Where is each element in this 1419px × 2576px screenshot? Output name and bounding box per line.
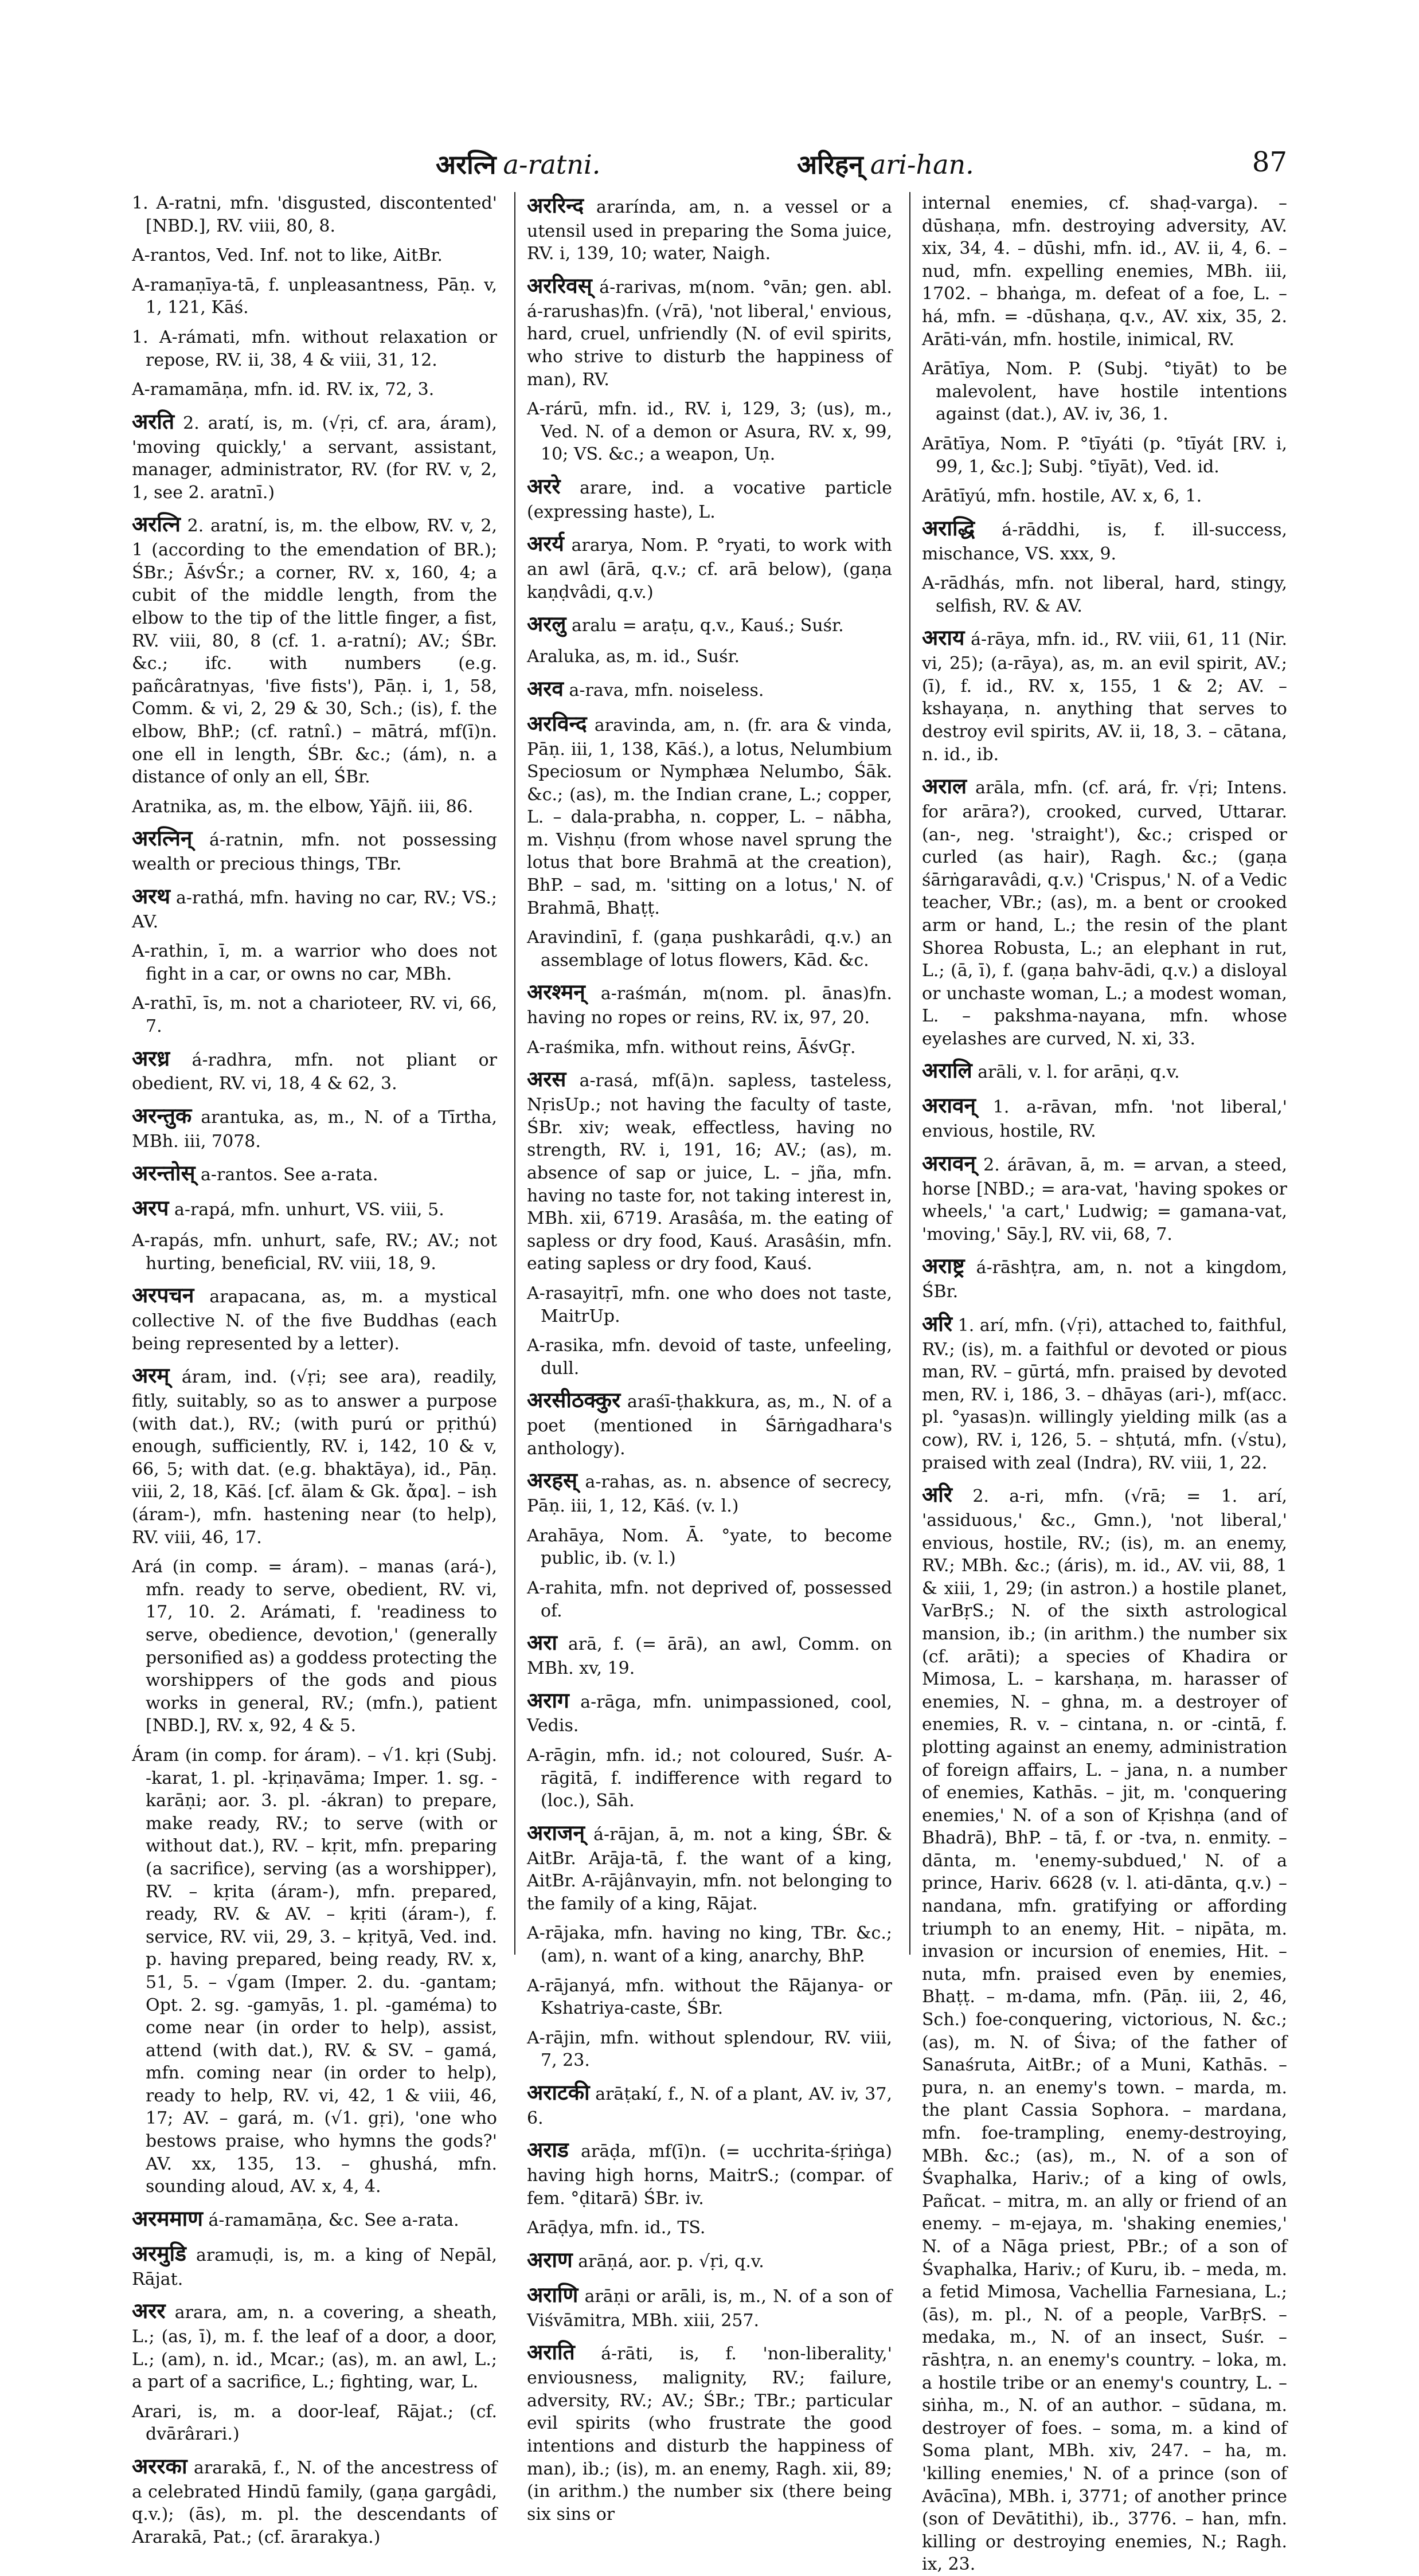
devanagari-headword: अराटकी	[527, 2080, 590, 2105]
dictionary-entry	[527, 1629, 892, 1680]
entry-text: A-rathin, ī, m. a warrior who does not fight in a car, or owns no car, MBh.	[132, 941, 497, 984]
devanagari-headword: अरालि	[922, 1058, 972, 1083]
dictionary-entry	[132, 1282, 497, 1355]
devanagari-headword: अरममाण	[132, 2206, 203, 2231]
dictionary-entry	[527, 272, 892, 391]
dictionary-entry	[922, 1481, 1287, 2576]
dictionary-entry	[132, 2297, 497, 2394]
dictionary-subentry	[922, 358, 1287, 426]
devanagari-headword: अरन्तुक	[132, 1103, 192, 1128]
dictionary-entry	[527, 1467, 892, 1517]
entry-text: arāṇá, aor. p. √ṛi, q.v.	[578, 2252, 764, 2272]
entry-text: á-rāshṭra, am, n. not a kingdom, ŚBr.	[922, 1258, 1287, 1302]
devanagari-headword: अराणि	[527, 2282, 578, 2307]
devanagari-headword: अरपचन	[132, 1283, 194, 1308]
dictionary-entry	[527, 675, 892, 703]
dictionary-entry	[527, 2136, 892, 2210]
devanagari-headword: अरप	[132, 1196, 169, 1221]
dictionary-subentry	[527, 645, 892, 668]
entry-text: A-ramaṇīya-tā, f. unpleasantness, Pāṇ. v, 1, 121, Kāś.	[132, 275, 497, 318]
entry-text: a-rasá, mf(ā)n. sapless, tasteless, NṛisUp.; not having the faculty of taste, ŚBr. xiv; weak, effectless, having no strength, RV. i, 191, 16; AV.; (as), m. absence of sap or juice, L. – jña, mfn. having no taste for, not taking interest in, MBh. xii, 6719. Arasâśa, m. the eating of sapless or dry food, Kauś. Arasâśin, mfn. eating sapless or dry food, Kauś.	[527, 1071, 892, 1274]
page-number: 87	[1252, 146, 1287, 178]
dictionary-subentry	[132, 378, 497, 401]
entry-text: á-rarivas, m(nom. °vān; gen. abl. á-rarushas)fn. (√rā), 'not liberal,' envious, hard, cruel, unfriendly (N. of evil spirits, who strive to disturb the happiness of man), RV.	[527, 277, 892, 390]
devanagari-headword: अरध्र	[132, 1046, 170, 1071]
dictionary-subentry	[527, 1744, 892, 1812]
entry-text: 2. árāvan, ā, m. = arvan, a steed, horse [NBD.; = ara-vat, 'having spokes or wheels,' 'a cart,' Ludwig; = gamana-vat, 'moving,' Sāy.], RV. vii, 68, 7.	[922, 1154, 1287, 1244]
page-header	[132, 146, 1287, 186]
devanagari-headword: अरत्नि	[132, 512, 181, 537]
devanagari-headword: अरा	[527, 1630, 557, 1655]
column-2	[514, 192, 892, 2524]
left-running-head-devanagari: अरत्नि	[436, 149, 497, 180]
entry-text: aravinda, am, n. (fr. ara & vinda, Pāṇ. iii, 1, 138, Kāś.), a lotus, Nelumbium Speciosum or Nymphæa Nelumbo, Śāk. &c.; (as), m. the Indian crane, L.; copper, L. – dala-prabha, n. copper, L. – nābha, m. Vishṇu (from whose navel sprung the lotus that bore Brahmā at the creation), BhP. – sad, m. 'sitting on a lotus,' N. of Brahmā, Bhaṭṭ.	[527, 715, 892, 918]
dictionary-subentry	[527, 1975, 892, 2020]
devanagari-headword: अरस	[527, 1067, 566, 1092]
entry-text: a-rantos. See a-rata.	[201, 1165, 378, 1185]
devanagari-headword: अरावन्	[922, 1093, 976, 1118]
entry-text: arāla, mfn. (cf. ará, fr. √ṛi; Intens. for arāra?), crooked, curved, Uttarar. (an-, neg. 'straight'), &c.; crisped or curled (as hair), Ragh. &c.; (gaṇa śārṅgaravâdi, q.v.) 'Crispus,' N. of a Vedic teacher, VBr.; (as), m. a bent or crooked arm or hand, L.; the resin of the plant Shorea Robusta, L.; an elephant in rut, L.; (ā, ī), f. (gaṇa bahv-ādi, q.v.) a disloyal or unchaste woman, L.; a modest woman, L. – pakshma-nayana, mfn. whose eyelashes are curved, N. xi, 33.	[922, 778, 1287, 1049]
entry-text: 1. A-rámati, mfn. without relaxation or repose, RV. ii, 38, 4 & viii, 31, 12.	[132, 327, 497, 370]
entry-text: Arāḍya, mfn. id., TS.	[527, 2218, 706, 2238]
devanagari-headword: अरर	[132, 2299, 166, 2324]
dictionary-entry	[132, 2453, 497, 2549]
dictionary-subentry	[132, 992, 497, 1038]
entry-text: a-rava, mfn. noiseless.	[569, 680, 764, 700]
right-running-head	[797, 146, 974, 182]
devanagari-headword: अरव	[527, 676, 564, 701]
dictionary-entry	[922, 624, 1287, 766]
dictionary-entry	[132, 1160, 497, 1188]
column-1	[132, 192, 497, 2547]
devanagari-headword: अररिवस्	[527, 273, 592, 299]
devanagari-headword: अरन्तोस्	[132, 1161, 196, 1186]
entry-text: á-rājan, ā, m. not a king, ŚBr. & AitBr. Arāja-tā, f. the want of a king, AitBr. A-rājânvayin, mfn. not belonging to the family of a king, Rājat.	[527, 1824, 892, 1914]
entry-text: á-rāya, mfn. id., RV. viii, 61, 11 (Nir. vi, 25); (a-rāya), as, m. an evil spirit, AV.; (ī), f. id., RV. x, 155, 1 & 2; AV. – kshayaṇa, n. anything that serves to destroy evil spirits, AV. ii, 18, 3. – cātana, n. id., ib.	[922, 629, 1287, 765]
devanagari-headword: अराय	[922, 625, 965, 651]
dictionary-subentry	[922, 433, 1287, 478]
entry-text: arāṭakí, f., N. of a plant, AV. iv, 37, 6.	[527, 2084, 892, 2128]
dictionary-entry	[527, 473, 892, 523]
left-running-head-word: a-ratni.	[503, 149, 601, 180]
devanagari-headword: अरविन्द	[527, 711, 587, 736]
entry-text: A-rājaka, mfn. having no king, TBr. &c.; (am), n. want of a king, anarchy, BhP.	[527, 1923, 892, 1967]
entry-text: a-rapá, mfn. unhurt, VS. viii, 5.	[174, 1200, 444, 1220]
column-3	[909, 192, 1288, 2575]
dictionary-subentry	[132, 244, 497, 267]
devanagari-headword: अरि	[922, 1482, 952, 1508]
devanagari-headword: अररिन्द	[527, 193, 584, 218]
dictionary-subentry	[132, 940, 497, 985]
entry-text: A-rasika, mfn. devoid of taste, unfeeling, dull.	[527, 1336, 892, 1379]
entry-text: A-rasayitṛī, mfn. one who does not taste, MaitrUp.	[527, 1283, 892, 1326]
entry-text: A-rahita, mfn. not deprived of, possessed of.	[527, 1578, 892, 1621]
right-running-head-devanagari: अरिहन्	[797, 149, 863, 180]
devanagari-headword: अरसीठक्कुर	[527, 1388, 621, 1413]
entry-text: a-rahas, as. n. absence of secrecy, Pāṇ. iii, 1, 12, Kāś. (v. l.)	[527, 1472, 892, 1517]
entry-text: Aravindinī, f. (gaṇa pushkarâdi, q.v.) an assemblage of lotus flowers, Kād. &c.	[527, 927, 892, 970]
entry-text: arantuka, as, m., N. of a Tīrtha, MBh. iii, 7078.	[132, 1107, 497, 1152]
entry-text: á-rāddhi, is, f. ill-success, mischance, VS. xxx, 9.	[922, 519, 1287, 564]
entry-text: 1. A-ratni, mfn. 'disgusted, discontented' [NBD.], RV. viii, 80, 8.	[132, 193, 497, 236]
entry-text: arāṇi or arāli, is, m., N. of a son of Viśvāmitra, MBh. xiii, 257.	[527, 2286, 892, 2331]
entry-text: aralu = araṭu, q.v., Kauś.; Suśr.	[572, 616, 844, 636]
devanagari-headword: अरम्	[132, 1363, 170, 1388]
dictionary-subentry	[132, 1556, 497, 1737]
dictionary-subentry	[527, 1282, 892, 1328]
entry-text: 2. aratí, is, m. (√ṛi, cf. ara, áram), 'moving quickly,' a servant, assistant, manager, administrator, RV. (for RV. v, 2, 1, see 2. aratnī.)	[132, 413, 497, 503]
entry-text: ararínda, am, n. a vessel or a utensil used in preparing the Soma juice, RV. i, 139, 10; water, Naigh.	[527, 197, 892, 264]
entry-text: á-ratnin, mfn. not possessing wealth or precious things, TBr.	[132, 830, 497, 875]
left-running-head	[436, 146, 600, 182]
dictionary-subentry	[527, 1334, 892, 1380]
dictionary-entry	[527, 610, 892, 639]
devanagari-headword: अरश्मन्	[527, 980, 585, 1005]
entry-text: Aratnika, as, m. the elbow, Yājñ. iii, 86.	[132, 796, 474, 817]
dictionary-entry	[527, 1387, 892, 1460]
dictionary-subentry	[922, 572, 1287, 617]
dictionary-subentry	[527, 1525, 892, 1570]
entry-text: araśī-ṭhakkura, as, m., N. of a poet (mentioned in Śārṅgadhara's anthology).	[527, 1392, 892, 1459]
entry-text: 1. arí, mfn. (√ṛi), attached to, faithful, RV.; (is), m. a faithful or devoted or pious man, RV. – gūrtá, mfn. praised by devoted men, RV. i, 186, 3. – dhāyas (ari-), mf(acc. pl. °yasas)n. willingly yielding milk (as a cow), RV. i, 126, 5. – shṭutá, mfn. (√stu), praised with zeal (Indra), RV. viii, 1, 22.	[922, 1315, 1287, 1473]
dictionary-subentry	[527, 2217, 892, 2240]
dictionary-subentry	[527, 2027, 892, 2072]
entry-text: A-rathī, īs, m. not a charioteer, RV. vi, 66, 7.	[132, 993, 497, 1036]
entry-text: arāḍa, mf(ī)n. (= ucchrita-śṛiṅga) having high horns, MaitrS.; (compar. of fem. °ḍitarā) ŚBr. iv.	[527, 2142, 892, 2209]
dictionary-entry	[527, 1819, 892, 1916]
dictionary-entry	[527, 2079, 892, 2129]
entry-text: a-rāga, mfn. unimpassioned, cool, Vedis.	[527, 1692, 892, 1736]
devanagari-headword: अराड	[527, 2137, 569, 2163]
devanagari-headword: अररका	[132, 2453, 187, 2479]
devanagari-headword: अराष्ट्र	[922, 1254, 965, 1279]
entry-text: Araluka, as, m. id., Suśr.	[527, 647, 740, 667]
dictionary-entry	[527, 1687, 892, 1737]
dictionary-subentry	[132, 274, 497, 319]
entry-text: arapacana, as, m. a mystical collective N. of the five Buddhas (each being represented by a letter).	[132, 1287, 497, 1354]
entry-text: A-rādhás, mfn. not liberal, hard, stingy, selfish, RV. & AV.	[922, 573, 1287, 616]
dictionary-entry	[922, 1310, 1287, 1474]
dictionary-subentry	[527, 398, 892, 466]
dictionary-entry	[132, 2205, 497, 2233]
right-running-head-word: ari-han.	[870, 149, 974, 180]
devanagari-headword: अराजन्	[527, 1820, 585, 1845]
entry-text: aramuḍi, is, m. a king of Nepāl, Rājat.	[132, 2245, 497, 2289]
entry-text: A-rárū, mfn. id., RV. i, 129, 3; (us), m., Ved. N. of a demon or Asura, RV. x, 99, 10; VS. &c.; a weapon, Uṇ.	[527, 399, 892, 465]
entry-text: Arātīya, Nom. P. (Subj. °tiyāt) to be malevolent, have hostile intentions against (dat.), AV. iv, 36, 1.	[922, 359, 1287, 425]
entry-text: A-rapás, mfn. unhurt, safe, RV.; AV.; not hurting, beneficial, RV. viii, 18, 9.	[132, 1231, 497, 1274]
dictionary-entry	[527, 192, 892, 265]
entry-text: ararya, Nom. P. °ryati, to work with an awl (ārā, q.v.; cf. arā below), (gaṇa kaṇḍvâdi, q.v.)	[527, 535, 892, 602]
devanagari-headword: अराल	[922, 774, 967, 799]
entry-text: A-raśmika, mfn. without reins, ĀśvGṛ.	[527, 1037, 856, 1058]
dictionary-subentry	[527, 1922, 892, 1967]
entry-text: Ará (in comp. = áram). – manas (ará-), mfn. ready to serve, obedient, RV. vi, 17, 10. 2. Arámati, f. 'readiness to serve, obedience, devotion,' (generally personified as) a goddess protecting the worshippers of the gods and pious works in general, RV.; (mfn.), patient [NBD.], RV. x, 92, 4 & 5.	[132, 1557, 497, 1736]
entry-text: Arātīya, Nom. P. °tīyáti (p. °tīyát [RV. i, 99, 1, &c.]; Subj. °tīyāt), Ved. id.	[922, 433, 1287, 477]
dictionary-entry	[132, 825, 497, 875]
entry-text: 1. a-rāvan, mfn. 'not liberal,' envious, hostile, RV.	[922, 1097, 1287, 1142]
entry-text: A-ramamāṇa, mfn. id. RV. ix, 72, 3.	[132, 379, 435, 400]
entry-text: internal enemies, cf. shaḍ-varga). – dūshaṇa, mfn. destroying adversity, AV. xix, 34, 4. – dūshi, mfn. id., AV. ii, 4, 6. – nud, mfn. expelling enemies, MBh. iii, 1702. – bhaṅga, m. defeat of a foe, L. – há, mfn. = -dūshaṇa, q.v., AV. xix, 35, 2. Arāti-ván, mfn. hostile, inimical, RV.	[922, 193, 1287, 350]
entry-text: áram, ind. (√ṛi; see ara), readily, fitly, suitably, so as to answer a purpose (with dat.), RV.; (with purú or pṛithú) enough, sufficiently, RV. i, 142, 10 & v, 66, 5; with dat. (e.g. bhaktāya), id., Pāṇ. viii, 2, 18, Kāś. [cf. ālam & Gk. ἄρα]. – ish (áram-), mfn. hastening near (to help), RV. viii, 46, 17.	[132, 1367, 497, 1548]
dictionary-entry	[527, 710, 892, 920]
dictionary-subentry	[527, 1577, 892, 1622]
devanagari-headword: अरर्य	[527, 531, 564, 557]
dictionary-subentry	[132, 1744, 497, 2198]
dictionary-entry	[527, 530, 892, 604]
dictionary-entry	[132, 408, 497, 504]
entry-text: A-rājin, mfn. without splendour, RV. viii, 7, 23.	[527, 2027, 892, 2071]
entry-text: Arahāya, Nom. Ā. °yate, to become public, ib. (v. l.)	[527, 1525, 892, 1569]
dictionary-entry	[132, 2240, 497, 2291]
dictionary-entry	[527, 2246, 892, 2274]
devanagari-headword: अरथ	[132, 883, 171, 909]
devanagari-headword: अरावन्	[922, 1150, 976, 1176]
dictionary-subentry	[132, 796, 497, 819]
dictionary-entry	[922, 1092, 1287, 1142]
devanagari-headword: अराति	[527, 2340, 575, 2365]
dictionary-subentry	[527, 926, 892, 972]
entry-text: A-rantos, Ved. Inf. not to like, AitBr.	[132, 245, 443, 266]
entry-text: Arātīyú, mfn. hostile, AV. x, 6, 1.	[922, 486, 1202, 507]
devanagari-headword: अरि	[922, 1311, 952, 1336]
entry-text: Áram (in comp. for áram). – √1. kṛi (Subj. -karat, 1. pl. -kṛiṇavāma; Imper. 1. sg. -karāṇi; aor. 3. pl. -ákran) to prepare, make ready, RV.; to serve (with or without dat.), RV. – kṛit, mfn. preparing (a sacrifice), serving (as a worshipper), RV. – kṛita (áram-), mfn. prepared, ready, RV. & AV. – kṛiti (áram-), f. service, RV. vii, 29, 3. – kṛityā, Ved. ind. p. having prepared, being ready, RV. x, 51, 5. – √gam (Imper. 2. du. -gantam; Opt. 2. sg. -gamyās, 1. pl. -gaméma) to come near (in order to help), assist, attend (with dat.), RV. & SV. – gamá, mfn. coming near (in order to help), ready to help, RV. vi, 42, 1 & viii, 46, 17; AV. – gará, m. (√1. gṛi), 'one who bestows praise, who hymns the gods?' AV. xx, 135, 13. – ghushá, mfn. sounding aloud, AV. x, 4, 4.	[132, 1745, 497, 2197]
entry-text: a-raśmán, m(nom. pl. ānas)fn. having no ropes or reins, RV. ix, 97, 20.	[527, 984, 892, 1028]
dictionary-entry	[132, 883, 497, 933]
devanagari-headword: अरलु	[527, 612, 566, 637]
dictionary-entry	[527, 2339, 892, 2526]
dictionary-entry	[922, 192, 1287, 351]
devanagari-headword: अररे	[527, 474, 561, 499]
entry-text: arara, am, n. a covering, a sheath, L.; (as, ī), m. f. the leaf of a door, a door, L.; (am), n. id., Mcar.; (as), m. an awl, L.; a part of a sacrifice, L.; fighting, war, L.	[132, 2303, 497, 2393]
dictionary-entry	[132, 1195, 497, 1223]
entry-text: arāli, v. l. for arāṇi, q.v.	[978, 1062, 1180, 1083]
dictionary-subentry	[132, 192, 497, 237]
entry-text: á-ramamāṇa, &c. See a-rata.	[208, 2210, 459, 2230]
dictionary-subentry	[132, 2401, 497, 2446]
dictionary-entry	[132, 1102, 497, 1153]
dictionary-columns	[132, 192, 1288, 2575]
entry-text: á-rāti, is, f. 'non-liberality,' enviousness, malignity, RV.; failure, adversity, RV.; AV.; ŚBr.; TBr.; particular evil spirits (who frustrate the good intentions and disturb the happiness of man), ib.; (is), m. an enemy, Ragh. xii, 89; (in arithm.) the number six (there being six sins or	[527, 2344, 892, 2524]
devanagari-headword: अरमुडि	[132, 2241, 186, 2266]
dictionary-entry	[922, 1252, 1287, 1303]
entry-text: Arari, is, m. a door-leaf, Rājat.; (cf. dvārârari.)	[132, 2401, 497, 2445]
dictionary-entry	[132, 511, 497, 788]
dictionary-entry	[527, 1066, 892, 1275]
entry-text: 2. a-ri, mfn. (√rā; = 1. arí, 'assiduous,' &c., Gmn.), 'not liberal,' envious, hostile, RV.; (is), m. an enemy, RV.; MBh. &c.; (áris), m. id., AV. vii, 88, 1 & xiii, 1, 29; (in astron.) a hostile planet, VarBṛS.; N. of the sixth astrological mansion, ib.; (in arithm.) the number six (cf. arāti); a species of Khadira or Mimosa, L. – karshaṇa, m. harasser of enemies, N. – ghna, m. a destroyer of enemies, R. v. – cintana, n. or -cintā, f. plotting against an enemy, administration of foreign affairs, L. – jana, n. a number of enemies, Kathās. – jit, m. 'conquering enemies,' N. of a son of Kṛishṇa (and of Bhadrā), BhP. – tā, f. or -tva, n. enmity. – dānta, m. 'enemy-subdued,' N. of a prince, Hariv. 6628 (v. l. ati-dānta, q.v.) – nandana, mfn. gratifying or affording triumph to an enemy, Hit. – nipāta, m. invasion or incursion of enemies, Hit. – nuta, mfn. praised even by enemies, Bhaṭṭ. – m-dama, mfn. (Pāṇ. iii, 2, 46, Sch.) foe-conquering, victorious, N. &c.; (as), m. N. of Śiva; of the father of Sanaśruta, AitBr.; of a Muni, Kathās. – pura, n. an enemy's town. – marda, m. the plant Cassia Sophora. – mardana, mfn. foe-trampling, enemy-destroying, MBh. &c.; (as), m., N. of a son of Śvaphalka, Hariv.; of a king of owls, Pañcat. – mitra, m. an ally or friend of an enemy. – m-ejaya, m. 'shaking enemies,' N. of a Nāga priest, PBr.; of a son of Śvaphalka, Hariv.; of Kuru, ib. – meda, m. a fetid Mimosa, Vachellia Farnesiana, L.; (ās), m. pl., N. of a people, VarBṛS. – medaka, m., N. of an insect, Suśr. – rāshṭra, n. an enemy's country. – loka, m. a hostile tribe or an enemy's country, L. – siṅha, m., N. of an author. – sūdana, m. destroyer of foes. – soma, m. a kind of Soma plant, MBh. xiv, 247. – ha, m. 'killing enemies,' N. of a prince (son of Avācīna), MBh. i, 3771; of another prince (son of Devātithi), ib., 3776. – han, mfn. killing or destroying enemies, N.; Ragh. ix, 23.	[922, 1486, 1288, 2575]
dictionary-entry	[132, 1045, 497, 1095]
dictionary-entry	[922, 1150, 1287, 1246]
entry-text: A-rāgin, mfn. id.; not coloured, Suśr. A-rāgitā, f. indifference with regard to (loc.), Sāh.	[527, 1745, 892, 1811]
devanagari-headword: अरति	[132, 409, 175, 434]
dictionary-entry	[527, 978, 892, 1029]
dictionary-entry	[922, 1057, 1287, 1085]
dictionary-entry	[527, 2281, 892, 2332]
dictionary-subentry	[527, 1036, 892, 1059]
dictionary-entry	[922, 515, 1287, 565]
devanagari-headword: अराद्धि	[922, 515, 975, 541]
entry-text: arā, f. (= ārā), an awl, Comm. on MBh. xv, 19.	[527, 1634, 892, 1679]
dictionary-subentry	[132, 1230, 497, 1275]
entry-text: ararakā, f., N. of the ancestress of a celebrated Hindū family, (gaṇa gargâdi, q.v.); (ās), m. pl. the descendants of Ararakā, Pat.; (cf. ārarakya.)	[132, 2457, 497, 2547]
entry-text: a-rathá, mfn. having no car, RV.; VS.; AV.	[132, 887, 497, 932]
entry-text: á-radhra, mfn. not pliant or obedient, RV. vi, 18, 4 & 62, 3.	[132, 1050, 497, 1094]
dictionary-entry	[132, 1362, 497, 1549]
dictionary-subentry	[922, 485, 1287, 508]
devanagari-headword: अरहस्	[527, 1468, 578, 1493]
devanagari-headword: अराण	[527, 2248, 573, 2273]
entry-text: arare, ind. a vocative particle (expressing haste), L.	[527, 478, 892, 522]
entry-text: 2. aratní, is, m. the elbow, RV. v, 2, 1 (according to the emendation of BR.); ŚBr.; ĀśvŚr.; a corner, RV. x, 160, 4; a cubit of the middle length, from the elbow to the tip of the little finger, a fist, RV. viii, 80, 8 (cf. 1. a-ratní); AV.; ŚBr. &c.; ifc. with numbers (e.g. pañcâratnyas, 'five fists'), Pāṇ. i, 1, 58, Comm. & vi, 2, 29 & 30, Sch.; (is), f. the elbow, BhP.; (cf. ratnî.) – mātrá, mf(ī)n. one ell in length, ŚBr. &c.; (ám), n. a distance of only an ell, ŚBr.	[132, 516, 497, 788]
devanagari-headword: अरत्निन्	[132, 826, 193, 851]
devanagari-headword: अराग	[527, 1688, 569, 1713]
entry-text: A-rājanyá, mfn. without the Rājanya- or Kshatriya-caste, ŚBr.	[527, 1975, 892, 2019]
dictionary-subentry	[132, 326, 497, 371]
dictionary-entry	[922, 773, 1287, 1050]
